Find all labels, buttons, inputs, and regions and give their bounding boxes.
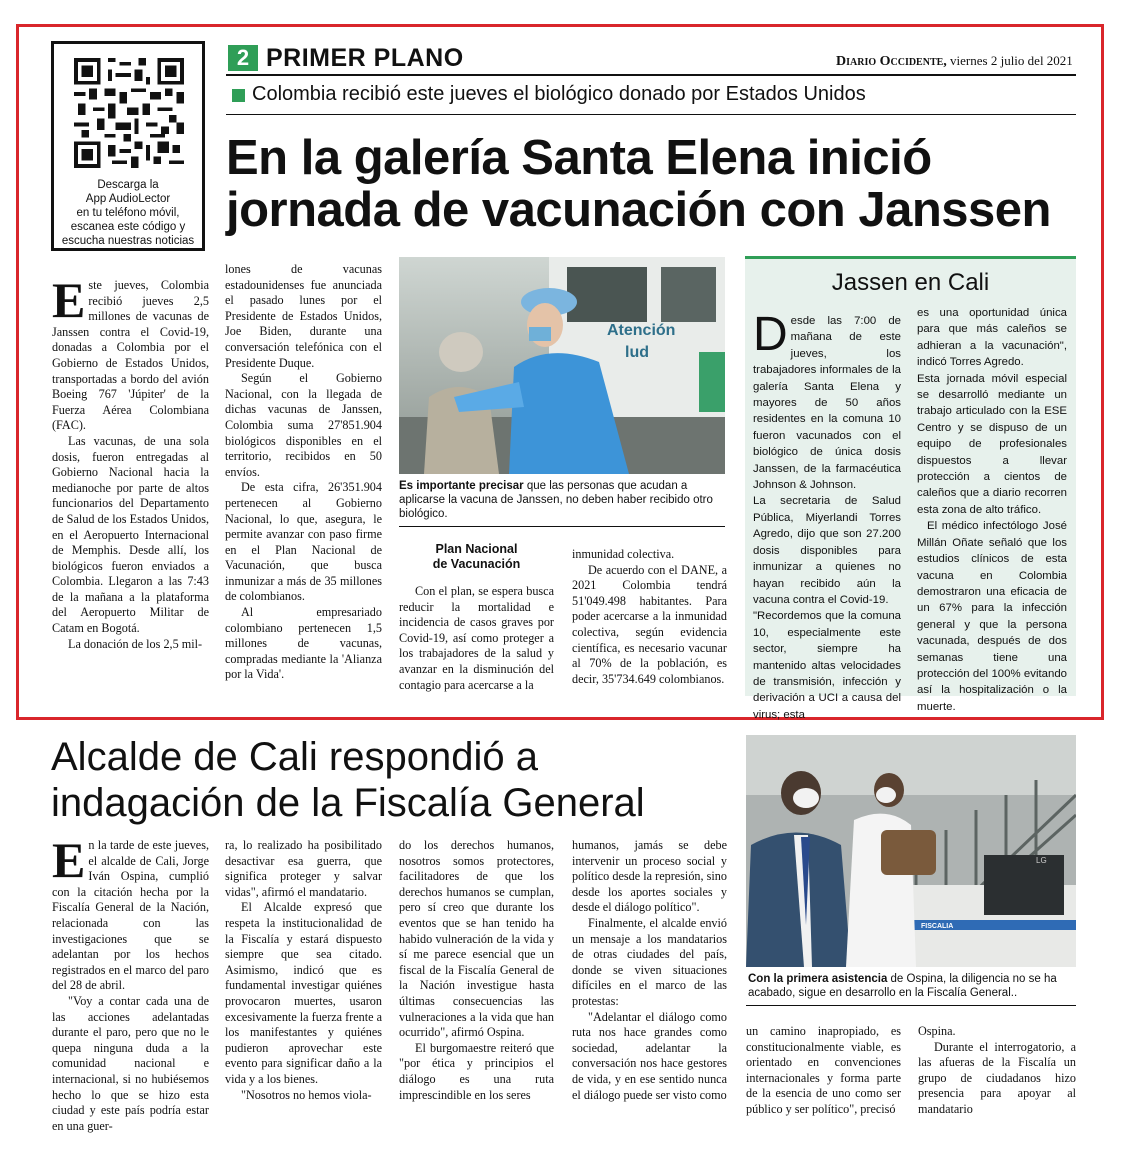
qr-code-box [51, 41, 205, 251]
fiscalia-photo-caption: Con la primera asistencia de Ospina, la diligencia no se ha acabado, sigue en desarrollo en la Fiscalía General.. [748, 973, 1057, 999]
sidebar-dropcap: D [753, 308, 788, 361]
article2-column-4: humanos, jamás se debe intervenir un proceso social y político desde la represión, sino desde los aportes sociales y desde el diálogo político". Finalmente, el alcalde envió un mensaje a los mandatarios de otras ciudades del país, donde se viven situaciones difíciles en el marco de las protestas: "Adelantar el diálogo como ruta nos hace grandes como sociedad, adelantar la conversación nos hace gestores de vida, y en ese sentido nunca el diálogo puede ser visto como [572, 838, 727, 1102]
subhead-plan-nacional: Plan Nacional de Vacunación [432, 542, 521, 571]
fiscalia-caption-rule [746, 1005, 1076, 1006]
qr-code-icon [74, 58, 184, 168]
qr-caption: Descarga la App AudioLector en tu teléfono móvil, escanea este código y escucha nuestras noticias [61, 179, 195, 247]
sidebar-column-1: Desde las 7:00 de mañana de este jueves, los trabajadores informales de la galería Santa Elena y mayores de 50 años residentes en la comuna 10 fueron vacunados con el biológico de única dosis Janssen, de la farmacéutica Johnson & Johnson. La secretaria de Salud Pública, Miyerlandi Torres Agredo, dijo que son 27.200 dosis disponibles para inmunizar a quienes no hayan recibido aún la vacuna contra el Covid-19. "Recordemos que la comuna 10, especialmente este sector, siempre ha mantenido altas velocidades de transmisión, infección y derivación a UCI a causa del virus; esta [753, 308, 901, 721]
sidebar-jassen-en-cali [745, 256, 1076, 721]
article2-column-3: do los derechos humanos, nosotros somos protectores, facilitadores de que los derechos humanos se cumplan, pero sí creo que durante los eventos que se han tenido ha habido vulneración de la vida y sí me parece esencial que un fiscal de la Fiscalía General de la Nación investigue hasta últimas consecuencias las vulneraciones a la vida que han ocurrido", afirmó Ospina. El burgomaestre reiteró que "por ética y principios el diálogo es una ruta imprescindible en los seres [399, 838, 554, 1102]
article2-headline: Alcalde de Cali respondió a indagación de la Fiscalía General [51, 735, 645, 825]
masthead [836, 53, 1073, 70]
kicker-rule [226, 114, 1076, 115]
section-name: PRIMER PLANO [266, 44, 464, 72]
article2-column-6: Ospina. Durante el interrogatorio, a las afueras de la Fiscalía un grupo de ciudadanos hizo presencia para apoyar al mandatario [918, 1024, 1076, 1116]
photo-sign-text-2: lud [625, 344, 649, 361]
sidebar-column-2: es una oportunidad única para que más caleños se adhieran a la vacunación", indicó Torres Agredo. Esta jornada móvil especial se desarrolló mediante un trabajo articulado con la ESE Centro y se dispuso de un equipo de profesionales dispuestos a llevar protección a cientos de caleños que a diario recorren esta zona de alto tráfico. El médico infectólogo José Millán Oñate señaló que los estudios clínicos de esta vacuna en Colombia demostraron una eficacia de un 67% para la infección general y que la persona vacunada, después de dos semanas tiene una protección del 100% evitando así la hospitalización o la muerte. [917, 307, 1067, 713]
header-rule [226, 74, 1076, 76]
article-kicker: Colombia recibió este jueves el biológico donado por Estados Unidos [252, 83, 866, 105]
article2-column-2: ra, lo realizado ha posibilitado desactivar esa guerra, que significa proteger y salvar vidas", afirmó el mandatario. El Alcalde expresó que respeta la institucionalidad de la Fiscalía y estará dispuesto siempre que sea citado. Asimismo, indicó que es fundamental investigar quiénes provocaron muertes, usaron excesivamente la fuerza frente a los manifestantes y quiénes pudieron aprovechar este evento para significar daño a la vida y a los bienes. "Nosotros no hemos viola- [225, 838, 382, 1102]
caption-rule [399, 526, 725, 527]
photo-label-fiscalia: FISCALIA [921, 923, 954, 930]
kicker-square-icon [232, 89, 245, 102]
dropcap: E [52, 272, 86, 328]
vaccination-photo [399, 257, 725, 474]
article2-dropcap: E [52, 832, 86, 888]
article1-column-4: inmunidad colectiva. De acuerdo con el DANE, a 2021 Colombia tendrá 51'049.498 habitantes. Para poder acercarse a la inmunidad colectiva, según evidencia científica, es necesario vacunar al 70% de la población, es decir, 35'734.649 colombianos. [572, 547, 727, 686]
article1-column-2: lones de vacunas estadounidenses fue anunciada el pasado lunes por el Presidente de Estados Unidos, Joe Biden, durante una conversación telefónica con el Presidente Duque. Según el Gobierno Nacional, con la llegada de dichas vacunas de Janssen, Colombia suma 27'851.904 biológicos disponibles en el territorio, recibidos en 50 envíos. De esta cifra, 26'351.904 pertenecen al Gobierno Nacional, lo que, asegura, le permite avanzar con paso firme en el Plan Nacional de Vacunación, que busca inmunizar a más de 35 millones de colombianos. Al empresariado colombiano pertenecen 1,5 millones de vacunas, compradas mediante la 'Alianza por la Vida'. [225, 262, 382, 682]
article1-column-3: Con el plan, se espera busca reducir la mortalidad e incidencia de casos graves por Covid-19, así como proteger a los trabajadores de la salud y avanzar en la disminución del contagio para acercarse a la [399, 584, 554, 692]
sidebar-title: Jassen en Cali [831, 269, 990, 296]
masthead-name: Diario Occidente, [836, 54, 947, 69]
photo-label-lg: LG [1036, 856, 1047, 865]
article2-column-5: un camino inapropiado, es constitucionalmente viable, es orientado en convenciones internacionales y forma parte de la esencia de uno como ser público y ser político", precisó [746, 1024, 901, 1116]
article1-column-1: Este jueves, Colombia recibió jueves 2,5 millones de vacunas de Janssen contra el Covid-19, donadas a Colombia por el Gobierno de Estados Unidos, transportadas a bordo del avión Boeing 767 'Júpiter' de la Fuerza Aérea Colombiana (FAC). Las vacunas, de una sola dosis, fueron entregadas al Gobierno Nacional hacia la medianoche por parte de altos funcionarios del Departamento de Salud de los Estados Unidos, en el Aeropuerto Internacional de Memphis. Desde allí, los biológicos fueron enviados a Colombia. Llegaron a las 7:43 de la mañana a la plataforma del Aeropuerto Militar de Catam en Bogotá. La donación de los 2,5 mil- [52, 272, 209, 651]
section-number: 2 [228, 45, 258, 71]
article-headline: En la galería Santa Elena inició jornada de vacunación con Janssen [226, 131, 1051, 237]
issue-date: viernes 2 julio del 2021 [950, 53, 1073, 68]
fiscalia-photo [746, 735, 1076, 967]
article2-column-1: En la tarde de este jueves, el alcalde de Cali, Jorge Iván Ospina, cumplió con la citación hecha por la Fiscalía General de la Nación, relacionada con las investigaciones que se adelantan por los hechos registrados en el marco del paro del 28 de abril. "Voy a contar cada una de las acciones adelantadas durante el paro, pero que no le quepa ninguna duda a la comunidad nacional e internacional, si no hubiésemos hecho lo que se hizo esta ciudad y este país podría estar en una guer- [52, 832, 209, 1133]
photo-caption: Es importante precisar que las personas que acudan a aplicarse la vacuna de Janssen, no deben haber recibido otro biológico. [399, 480, 713, 520]
photo-sign-text-1: Atención [607, 322, 676, 339]
